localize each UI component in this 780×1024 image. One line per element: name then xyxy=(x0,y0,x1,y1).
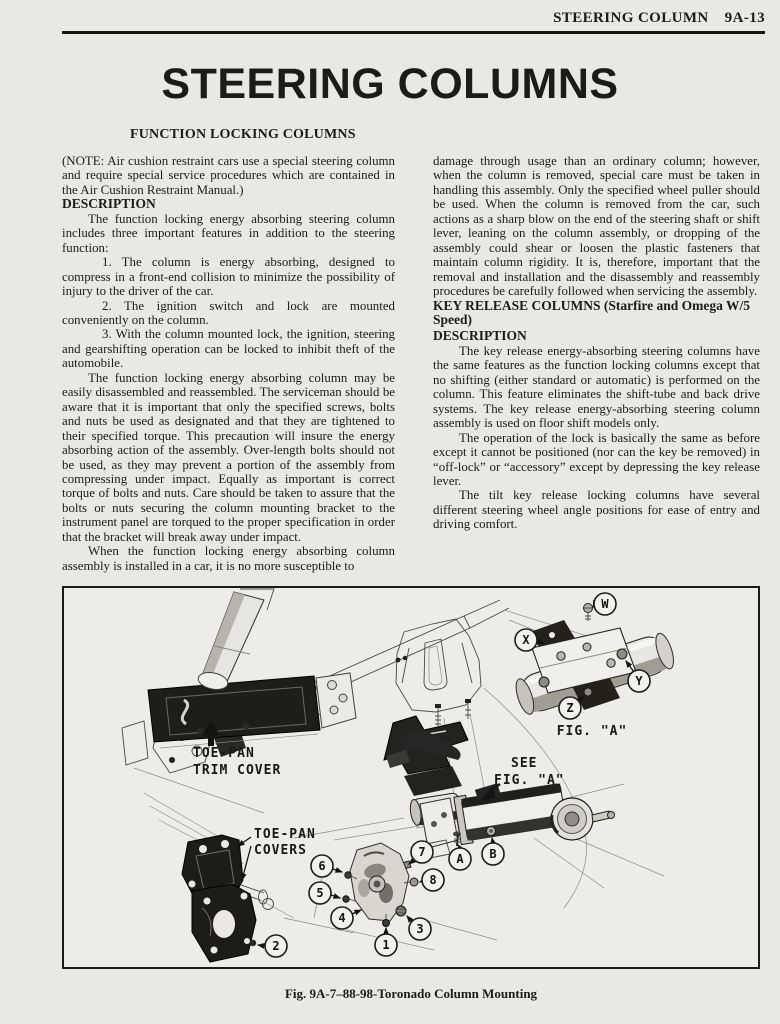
page-number: 9A-13 xyxy=(724,10,765,26)
callout-a xyxy=(449,845,471,870)
callout-3 xyxy=(407,916,431,940)
description-heading-left: DESCRIPTION xyxy=(62,196,156,212)
paragraph: 1. The column is energy absorbing, designed to compress in a front-end collision to minimize the possibility of injury to the driver of the car. xyxy=(62,255,395,299)
svg-text:X: X xyxy=(522,633,530,647)
figure-illustration xyxy=(64,588,758,967)
callout-5 xyxy=(309,882,340,904)
callout-z xyxy=(559,696,584,719)
svg-text:W: W xyxy=(601,597,609,611)
covers-arrow xyxy=(242,846,251,880)
svg-text:Y: Y xyxy=(635,674,643,688)
see-fig-a-label: SEE xyxy=(511,756,538,771)
toe-pan-plate-drawing xyxy=(343,843,418,927)
left-column xyxy=(62,154,395,573)
paragraph: The key release energy-absorbing steering columns have the same features as the function locking columns except that no shifting (either standard or automatic) is performed on the column. This feature eliminates the shift-tube and back drive systems. The key release energy-absorbing steering column assembly is used on floor shift models only. xyxy=(433,343,760,431)
paragraph: The function locking energy absorbing steering column includes three important features in addition to the steering function: xyxy=(62,211,395,255)
paragraph: The tilt key release locking columns have several different steering wheel angle positions for ease of entry and driving comfort. xyxy=(433,488,760,532)
svg-text:Z: Z xyxy=(566,701,574,715)
svg-text:6: 6 xyxy=(318,859,326,873)
right-column xyxy=(433,154,760,532)
paragraph: 3. With the column mounted lock, the ignition, steering and gearshifting operation can be locked to inhibit theft of the automobile. xyxy=(62,327,395,371)
svg-text:7: 7 xyxy=(418,845,426,859)
header-rule xyxy=(62,31,765,34)
paragraph: damage through usage than an ordinary column; however, when the column is removed, special care must be taken in handling this assembly. Only the specified wheel puller should be used. When the column is removed from the car, such actions as a sharp blow on the end of the steering shaft or shift lever, leaning on the column assembly, or dropping of the assembly could shear or loosen the plastic fasteners that maintain column rigidity. It is, therefore, important that the removal and installation and the disassembly and reassembly procedures be carefully followed when servicing the assembly. xyxy=(433,154,760,299)
svg-text:1: 1 xyxy=(382,938,390,952)
paragraph: The operation of the lock is basically the same as before except it cannot be positioned (nor can the key be removed) in “off-lock” or “accessory” except by depressing the key release lever. xyxy=(433,430,760,488)
svg-text:A: A xyxy=(456,852,464,866)
svg-text:8: 8 xyxy=(429,873,437,887)
covers-arrow xyxy=(238,837,251,846)
paragraph: The function locking energy absorbing column may be easily disassembled and reassembled. The serviceman should be aware that it is important that only the specified screws, bolts and nuts be used as designated and that they are tightened to their specified torque. This precaution will insure the energy absorbing action of the assembly. Over-length bolts should not be used, as they may prevent a portion of the assembly from compressing under impact. Equally as important is correct torque of bolts and nuts. Care should be taken to assure that the bolts or nuts securing the column mounting bracket to the instrument panel are torqued to the proper specification in order that the bracket will break away under impact. xyxy=(62,370,395,544)
see-fig-a-label: FIG. "A" xyxy=(494,773,565,788)
toe-pan-covers-label: TOE-PAN xyxy=(254,827,316,842)
svg-text:3: 3 xyxy=(416,922,424,936)
description-heading-right: DESCRIPTION xyxy=(433,328,527,344)
callout-1 xyxy=(375,928,397,956)
svg-text:4: 4 xyxy=(338,911,346,925)
callout-7 xyxy=(409,841,433,864)
callout-4 xyxy=(331,907,361,929)
svg-text:B: B xyxy=(489,847,497,861)
callout-6 xyxy=(311,855,342,877)
figure-box xyxy=(62,586,760,969)
note-paragraph: (NOTE: Air cushion restraint cars use a special steering column and require special service procedures which are contained in the Air Cushion Restraint Manual.) xyxy=(62,154,395,197)
paragraph: 2. The ignition switch and lock are mounted conveniently on the column. xyxy=(62,298,395,327)
callout-2 xyxy=(258,935,287,957)
svg-text:2: 2 xyxy=(272,939,280,953)
toe-pan-trim-cover-label: TRIM COVER xyxy=(193,763,282,778)
function-locking-heading: FUNCTION LOCKING COLUMNS xyxy=(130,127,356,142)
paragraph: When the function locking energy absorbing column assembly is installed in a car, it is no more susceptible to xyxy=(62,544,395,573)
callout-w xyxy=(593,593,616,615)
page-title: STEERING COLUMNS xyxy=(161,60,619,108)
key-release-heading: KEY RELEASE COLUMNS (Starfire and Omega W/5 Speed) xyxy=(433,297,751,327)
page-header xyxy=(62,10,765,27)
callout-b xyxy=(482,838,504,865)
fig-a-label: FIG. "A" xyxy=(556,724,628,739)
callout-8 xyxy=(420,869,444,891)
figure-caption: Fig. 9A-7–88-98-Toronado Column Mounting xyxy=(284,986,538,1001)
header-section-label: STEERING COLUMN xyxy=(553,10,709,26)
toe-pan-trim-cover-drawing xyxy=(148,589,356,748)
toe-pan-trim-cover-label: TOE-PAN xyxy=(193,746,255,761)
toe-pan-covers-label: COVERS xyxy=(254,843,307,858)
svg-text:5: 5 xyxy=(316,886,324,900)
